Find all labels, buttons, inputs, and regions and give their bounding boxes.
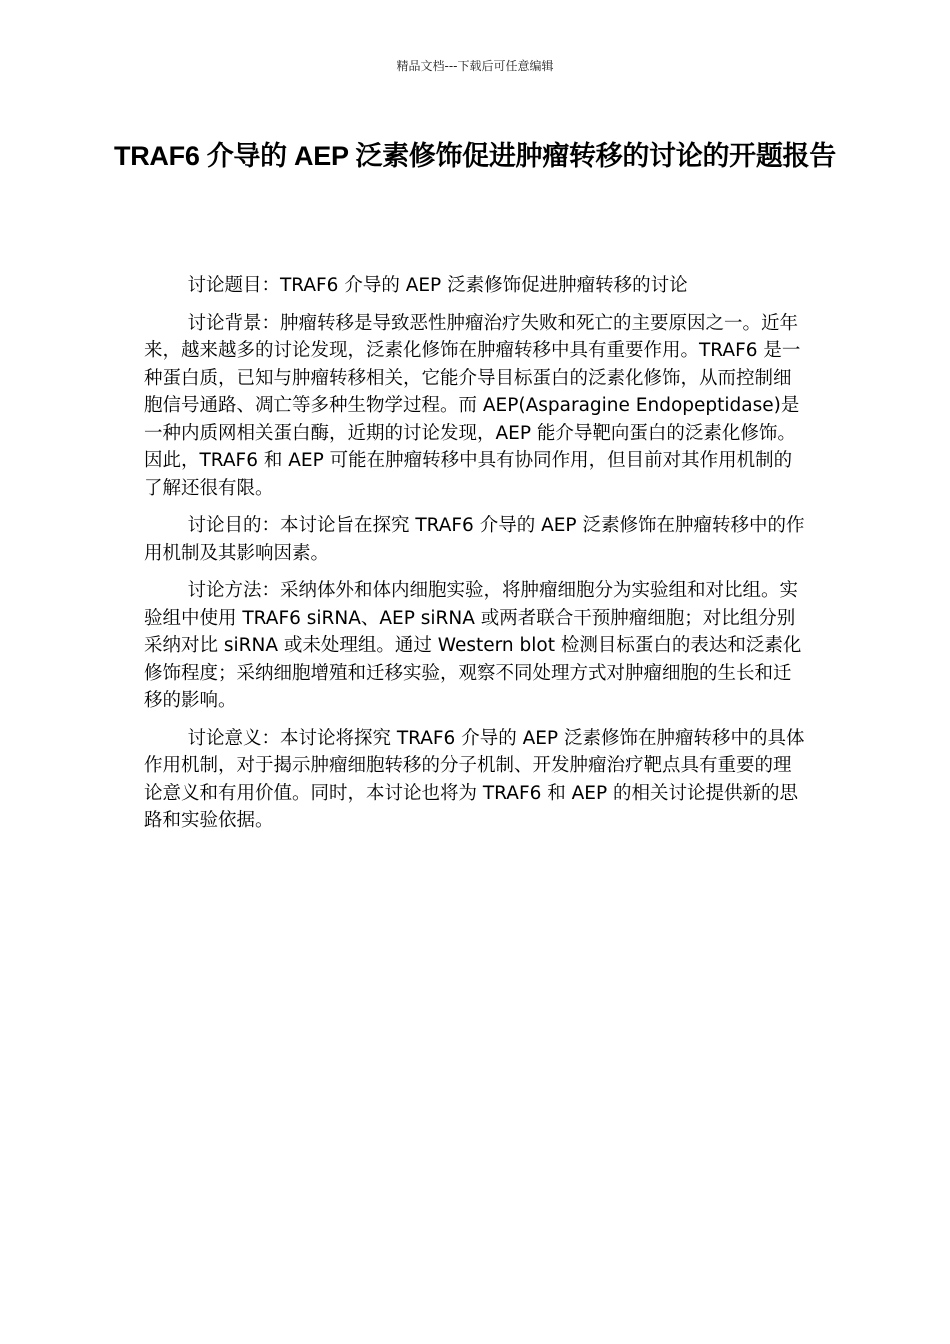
page-header: 精品文档---下载后可任意编辑 xyxy=(396,59,554,73)
paragraph-purpose: 讨论目的：本讨论旨在探究 TRAF6 介导的 AEP 泛素修饰在肿瘤转移中的作用机制及其影响因素。 xyxy=(144,515,805,564)
document-body xyxy=(144,272,806,845)
paragraph-methods: 讨论方法：采纳体外和体内细胞实验，将肿瘤细胞分为实验组和对比组。实验组中使用 TRAF6 siRNA、AEP siRNA 或两者联合干预肿瘤细胞；对比组分别采纳对比 siRNA 或未处理组。通过 Western blot 检测目标蛋白的表达和泛素化修饰程度；采纳细胞增殖和迁移实验，观察不同处理方式对肿瘤细胞的生长和迁移的影响。 xyxy=(144,580,802,711)
document-title: TRAF6 介导的 AEP 泛素修饰促进肿瘤转移的讨论的开题报告 xyxy=(114,141,836,171)
paragraph-topic: 讨论题目：TRAF6 介导的 AEP 泛素修饰促进肿瘤转移的讨论 xyxy=(187,275,688,296)
paragraph-background: 讨论背景：肿瘤转移是导致恶性肿瘤治疗失败和死亡的主要原因之一。近年来，越来越多的讨论发现，泛素化修饰在肿瘤转移中具有重要作用。TRAF6 是一种蛋白质，已知与肿瘤转移相关，它能介导目标蛋白的泛素化修饰，从而控制细胞信号通路、凋亡等多种生物学过程。而 AEP(Asparagine Endopeptidase)是一种内质网相关蛋白酶，近期的讨论发现，AEP 能介导靶向蛋白的泛素化修饰。因此，TRAF6 和 AEP 可能在肿瘤转移中具有协同作用，但目前对其作用机制的了解还很有限。 xyxy=(144,312,801,499)
paragraph-significance: 讨论意义：本讨论将探究 TRAF6 介导的 AEP 泛素修饰在肿瘤转移中的具体作用机制，对于揭示肿瘤细胞转移的分子机制、开发肿瘤治疗靶点具有重要的理论意义和有用价值。同时，本讨论也将为 TRAF6 和 AEP 的相关讨论提供新的思路和实验依据。 xyxy=(144,727,805,831)
